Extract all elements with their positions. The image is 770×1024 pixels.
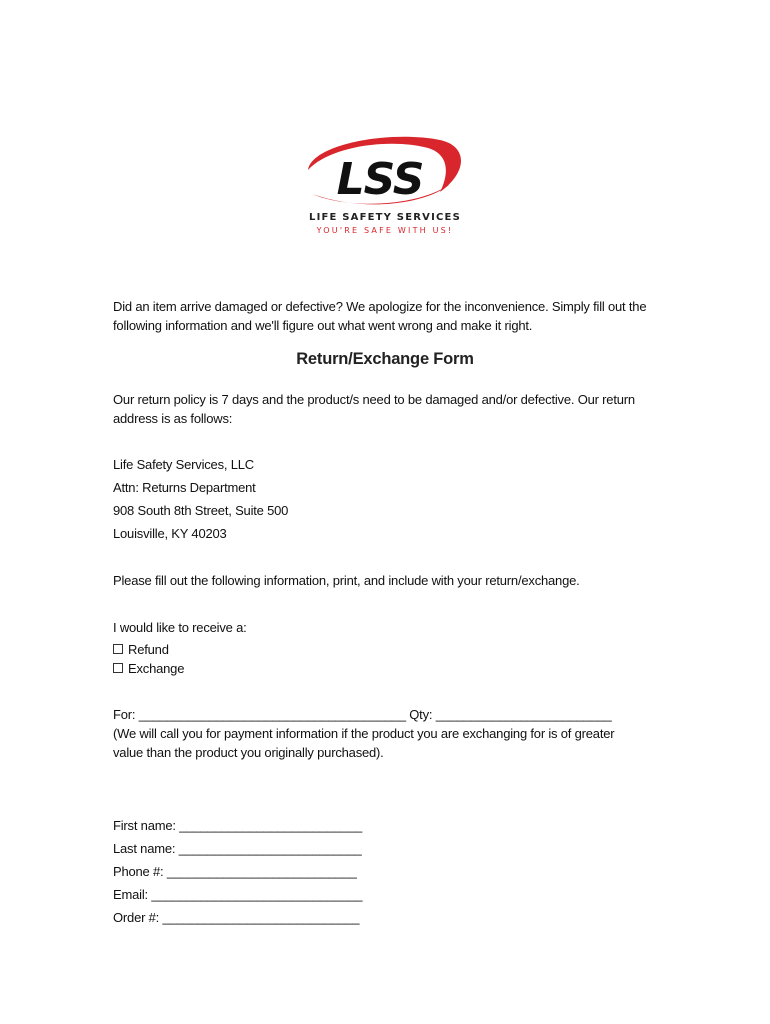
refund-checkbox[interactable] xyxy=(113,644,123,654)
address-line-4: Louisville, KY 40203 xyxy=(113,526,227,541)
company-logo xyxy=(300,132,470,242)
email-field[interactable]: Email: ______________________________ xyxy=(113,887,363,902)
address-line-3: 908 South 8th Street, Suite 500 xyxy=(113,503,289,518)
instructions-text: Please fill out the following information, print, and include with your return/exchange. xyxy=(113,573,580,588)
order-number-field[interactable]: Order #: ____________________________ xyxy=(113,910,360,925)
logo-mark-text: LSS xyxy=(336,154,424,205)
exchange-option-label: Exchange xyxy=(128,661,185,676)
for-qty-line[interactable]: For: ______________________________________ Qty: _________________________ xyxy=(113,707,612,722)
exchange-checkbox[interactable] xyxy=(113,663,123,673)
policy-line-2: address is as follows: xyxy=(113,411,233,426)
refund-option-label: Refund xyxy=(128,642,169,657)
first-name-field[interactable]: First name: __________________________ xyxy=(113,818,363,833)
policy-line-1: Our return policy is 7 days and the product/s need to be damaged and/or defective. Our return xyxy=(113,392,635,407)
logo-tagline: YOU'RE SAFE WITH US! xyxy=(316,226,454,235)
phone-field[interactable]: Phone #: ___________________________ xyxy=(113,864,357,879)
address-line-2: Attn: Returns Department xyxy=(113,480,256,495)
intro-line-1: Did an item arrive damaged or defective? We apologize for the inconvenience. Simply fill out the xyxy=(113,299,647,314)
logo-company-name: LIFE SAFETY SERVICES xyxy=(309,212,461,223)
refund-option[interactable] xyxy=(113,640,169,659)
last-name-field[interactable]: Last name: __________________________ xyxy=(113,841,362,856)
note-line-2: value than the product you originally purchased). xyxy=(113,745,384,760)
intro-line-2: following information and we'll figure out what went wrong and make it right. xyxy=(113,318,533,333)
receive-label: I would like to receive a: xyxy=(113,620,247,635)
logo-mark-icon xyxy=(300,132,470,212)
page-title: Return/Exchange Form xyxy=(296,350,474,368)
address-line-1: Life Safety Services, LLC xyxy=(113,457,254,472)
exchange-option[interactable] xyxy=(113,659,184,678)
note-line-1: (We will call you for payment information if the product you are exchanging for is of greater xyxy=(113,726,615,741)
